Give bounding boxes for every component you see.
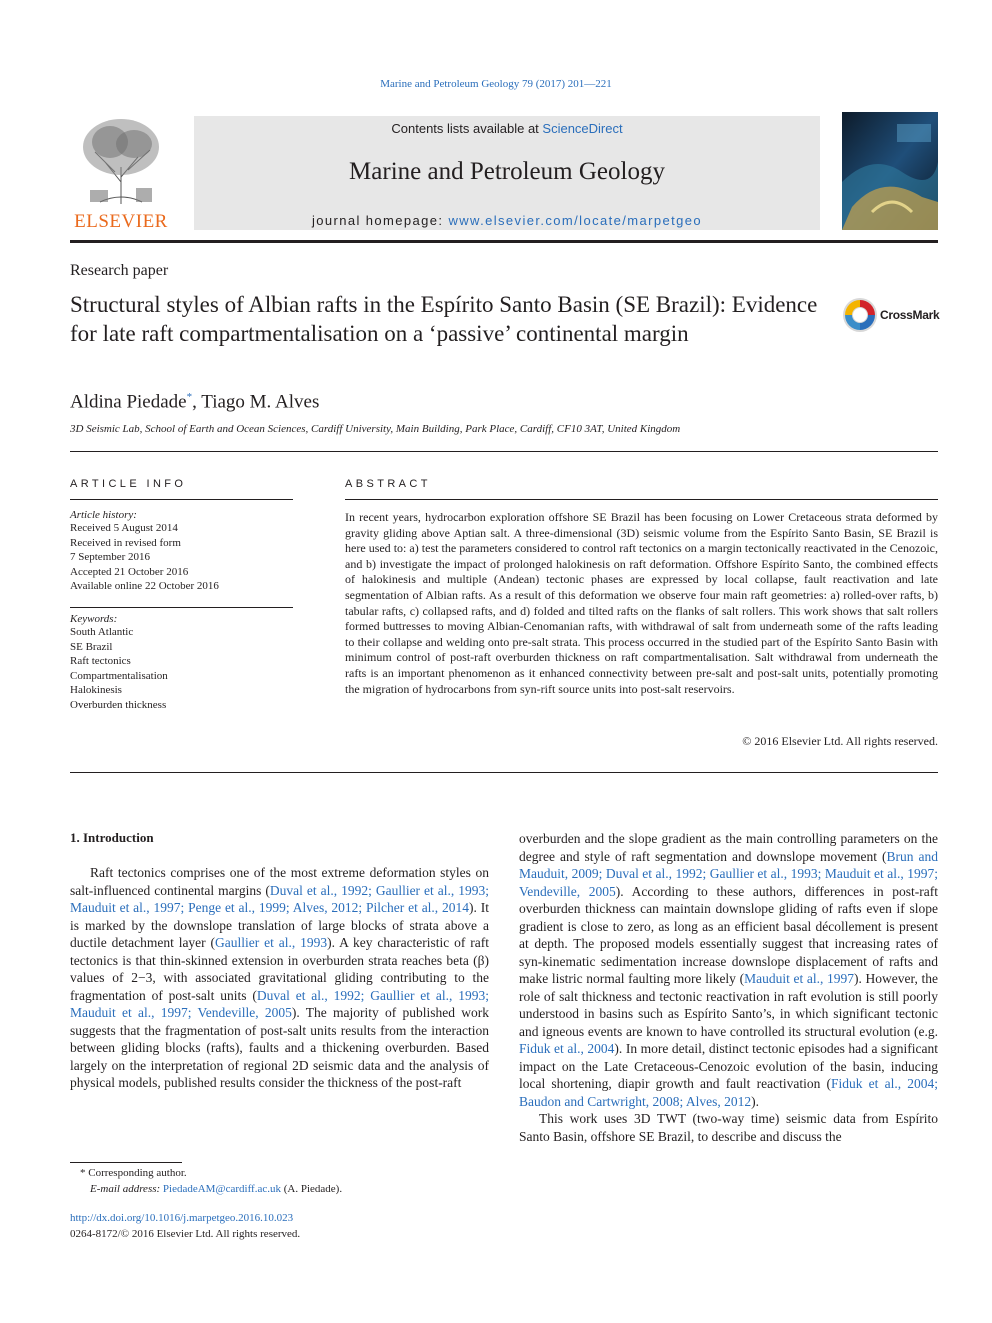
abstract-copyright: © 2016 Elsevier Ltd. All rights reserved. [742,734,938,748]
citation-link[interactable]: Gaullier et al., 1993 [215,935,328,950]
affiliation: 3D Seismic Lab, School of Earth and Ocean Sciences, Cardiff University, Main Building, Park Place, Cardiff, CF10 3AT, United Kingdom [70,423,681,435]
author-name: Aldina Piedade [70,391,187,413]
journal-title: Marine and Petroleum Geology [349,158,665,185]
history-line: Received 5 August 2014 [70,522,178,534]
keyword: Compartmentalisation [70,669,168,682]
email-line [70,1181,490,1197]
divider [70,772,938,773]
doi-link[interactable]: http://dx.doi.org/10.1016/j.marpetgeo.2016.10.023 [70,1212,294,1224]
body-text: Raft tectonics comprises one of the most extreme deformation styles on salt-influenced continental margins ( [70,865,489,898]
homepage-prefix: journal homepage: [311,213,449,228]
body-text: ). According to these authors, differences in post-raft overburden thickness can maintain downslope gliding of rafts even if slope gradient is close to zero, as long as an efficient basal décollement is present at depth. The proposed models essentially suggest that increasing rates of syn-kinematic sedimentation increase downslope displacement of rafts and make listric normal faulting more likely ( [519,883,938,986]
footnote [70,1165,490,1197]
journal-homepage [194,213,820,228]
paragraph [519,830,938,1110]
issn-line: 0264-8172/© 2016 Elsevier Ltd. All rights reserved. [70,1228,301,1240]
header-rule [70,240,938,243]
history-line: Accepted 21 October 2016 [70,565,189,578]
citation-link[interactable]: Duval et al., 1992; Gaullier et al., 1993; Mauduit et al., 1997; Penge et al., 1999; Alves, 2012; Pilcher et al., 2014 [70,882,489,915]
doi-block [70,1210,490,1242]
history-line: 7 September 2016 [70,551,151,563]
crossmark-icon[interactable] [842,296,878,334]
citation-link[interactable]: Mauduit et al., 1997 [744,971,855,986]
body-text: overburden and the slope gradient as the main controlling parameters on the degree and style of raft segmentation and downslope movement ( [519,831,938,864]
article-info-heading: ARTICLE INFO [70,478,187,490]
keyword: Raft tectonics [70,655,131,667]
keyword: Halokinesis [70,684,122,696]
paragraph [70,864,489,1092]
email-link[interactable]: PiedadeAM@cardiff.ac.uk [162,1183,281,1195]
contents-line [194,121,820,136]
history-label: Article history: [70,509,137,521]
citation-link[interactable]: Brun and Mauduit, 2009; Duval et al., 1992; Gaullier et al., 1993; Mauduit et al., 1997; Vendeville, 2005 [519,848,938,899]
keywords-label: Keywords: [70,613,118,625]
email-label: E-mail address: [90,1183,163,1195]
history-line: Received in revised form [70,536,181,549]
abstract-heading: ABSTRACT [345,478,431,490]
corresponding-note: * Corresponding author. [80,1167,187,1179]
elsevier-wordmark: ELSEVIER [74,211,168,232]
keywords [70,613,293,712]
journal-reference[interactable]: Marine and Petroleum Geology 79 (2017) 201—221 [380,78,612,90]
email-suffix: (A. Piedade). [280,1183,343,1195]
body-text: ). It is marked by the downslope translation of large blocks of strata above a ductile detachment layer ( [70,900,489,950]
author-list [70,391,319,413]
footnote-rule [70,1162,182,1163]
article-history [70,509,293,594]
body-text: ). However, the role of salt thickness and tectonic reactivation in raft evolution is still poorly understood in basins such as Espírito Santo’s, in which significant tectonic and igneous events are known to have controlled its structural evolution (e.g. [519,971,939,1039]
keyword: Overburden thickness [70,698,167,711]
body-column-left [70,864,489,1092]
journal-cover-image[interactable] [842,112,938,230]
author-name: , Tiago M. Alves [192,391,320,413]
divider [70,607,293,608]
body-text: ). A key characteristic of raft tectonics is that thin-skinned extension in overburden strata reaches beta (β) values of 2−3, with associated gravitational gliding contributing to the fragmentation of post-salt units ( [70,935,490,1003]
section-heading: 1. Introduction [70,830,154,845]
article-title: Structural styles of Albian rafts in the Espírito Santo Basin (SE Brazil): Evidence for late raft compartmentalisation on a ‘passive’ continental margin [70,292,818,346]
body-text: ). In more detail, distinct tectonic episodes had a significant impact on the Late Cretaceous-Cenozoic evolution of the basin, inducing local shortening, diapir growth and fault reactivation ( [519,1041,939,1091]
contents-prefix: Contents lists available at [391,121,543,136]
citation-link[interactable]: Fiduk et al., 2004; Baudon and Cartwright, 2008; Alves, 2012 [519,1076,938,1109]
homepage-link[interactable]: www.elsevier.com/locate/marpetgeo [448,213,703,228]
crossmark-label[interactable]: CrossMark [880,308,940,322]
corresponding-author-marker[interactable]: * [186,391,193,403]
citation-link[interactable]: Fiduk et al., 2004 [519,1041,615,1056]
body-column-right [519,830,938,1145]
keyword: South Atlantic [70,626,134,638]
history-line: Available online 22 October 2016 [70,580,219,592]
keyword: SE Brazil [70,640,113,653]
divider [70,499,293,500]
divider [345,499,938,500]
article-type: Research paper [70,262,169,279]
abstract-text: In recent years, hydrocarbon exploration offshore SE Brazil has been focusing on Lower Cretaceous strata deformed by gravity gliding above Aptian salt. A three-dimensional (3D) seismic volume from the Espírito Santo Basin, SE Brazil is here used to: a) test the parameters considered to control raft tectonics on a margin tectonically reactivated in the Cenozoic, and b) investigate the impact of prolonged halokinesis on raft deformation. Offshore Espírito Santo, the combined effects of halokinesis and multiple (Andean) tectonic phases are expressed by local collapse, fault reactivation and late segmentation of Albian rafts. As a result of this deformation we observe four main raft geometries: a) rolled-over rafts, b) tabular rafts, c) collapsed rafts, and d) folded and tilted rafts on the flanks of salt rollers. This work shows that salt rollers formed buttresses to moving Albian-Cenomanian rafts, with withdrawal of salt from underneath some of the rafts leading to their collapse and welding onto pre-salt strata. This process occurred in the studied part of the Espírito Santo Basin with minimum control of post-raft overburden thickness on raft compartmentalisation. Salt withdrawal from underneath the rafts is an important phenomenon as it enhanced connectivity between pre-salt and post-salt units, potentially promoting the migration of hydrocarbons from syn-rift source units into post-salt reservoirs. [345,510,938,696]
citation-link[interactable]: Duval et al., 1992; Gaullier et al., 1993; Mauduit et al., 1997; Vendeville, 2005 [70,987,489,1020]
body-text: ). [751,1093,759,1109]
divider [70,451,938,452]
sciencedirect-link[interactable]: ScienceDirect [542,121,623,136]
body-text: ). The majority of published work suggests that the fragmentation of post-salt units results from the interaction between gliding blocks (rafts), faults and a thickening overburden. Based largely on the interpretation of regional 2D seismic data and the analysis of physical models, published results consider the thickness of the post-raft [70,1005,489,1090]
paragraph: This work uses 3D TWT (two-way time) seismic data from Espírito Santo Basin, offshore SE Brazil, to describe and discuss the [519,1111,938,1144]
